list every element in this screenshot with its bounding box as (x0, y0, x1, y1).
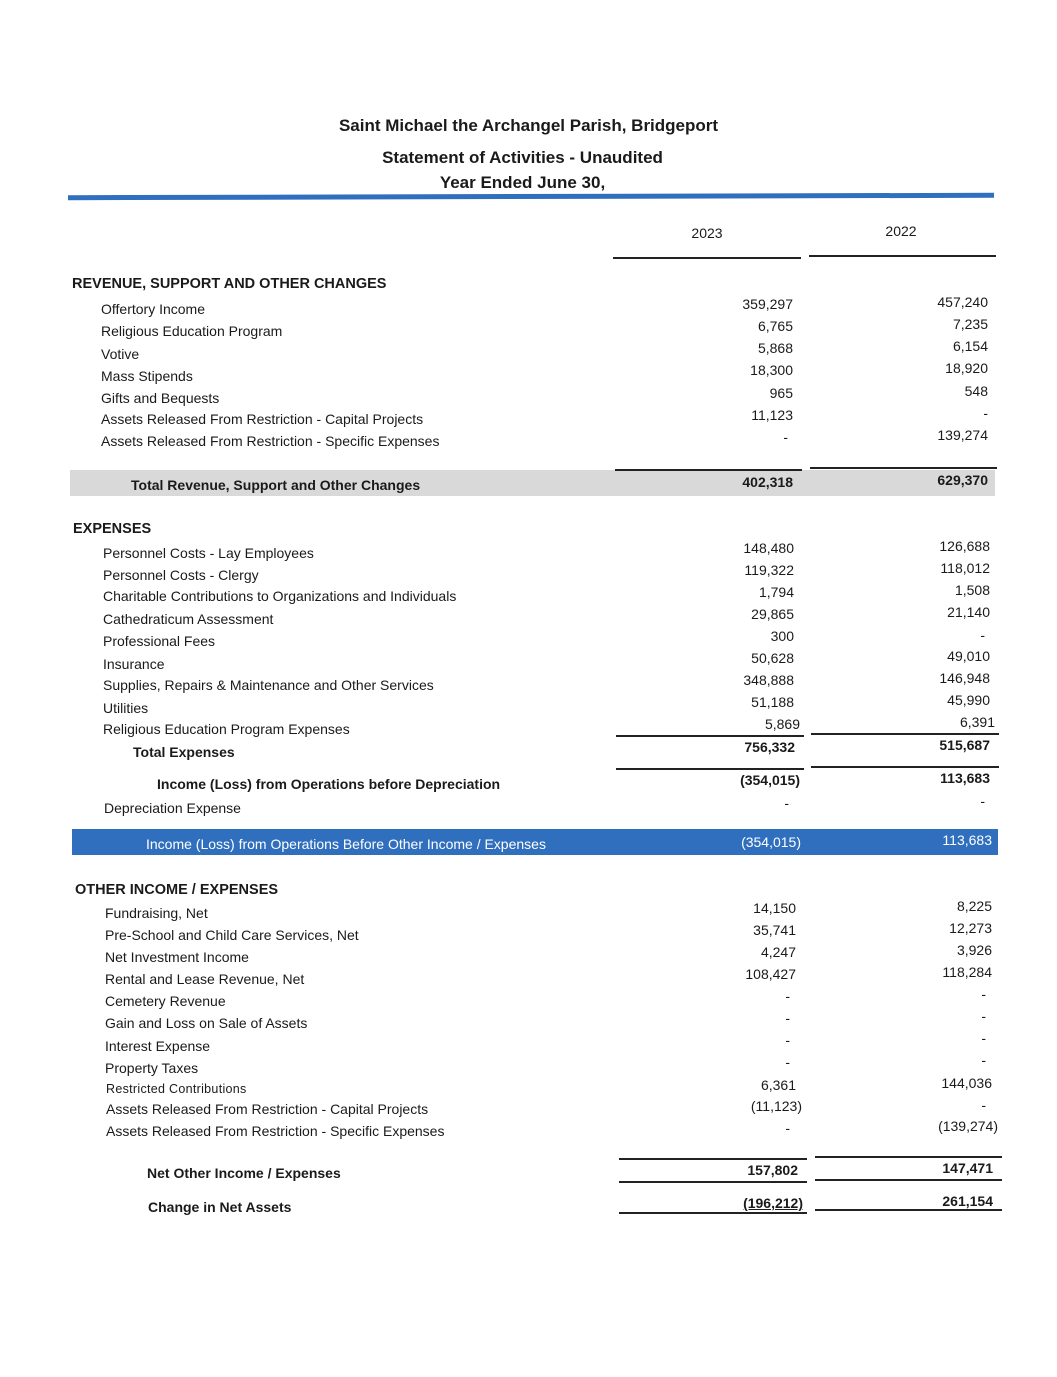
line-item-value-2022: 8,225 (956, 898, 992, 914)
line-item-value-2023: 5,868 (757, 340, 793, 356)
total-revenue-2022: 629,370 (937, 472, 988, 488)
line-item-value-2023: 35,741 (753, 922, 796, 938)
header-divider (68, 193, 994, 200)
net-other-2023: 157,802 (747, 1162, 798, 1178)
line-item-value-2023: - (785, 1054, 790, 1070)
line-item-value-2022: 7,235 (952, 316, 988, 332)
line-item-value-2023: 965 (769, 385, 793, 401)
line-item-value-2022: 548 (964, 383, 988, 399)
line-item-value-2023: 29,865 (751, 606, 794, 622)
line-item-value-2022: - (981, 1008, 986, 1024)
line-item-value-2022: 49,010 (947, 648, 990, 664)
line-item-value-2022: 6,154 (952, 338, 988, 354)
line-item-label: Pre-School and Child Care Services, Net (105, 927, 359, 943)
total-expenses-2023: 756,332 (744, 739, 795, 755)
section-heading-revenue: REVENUE, SUPPORT AND OTHER CHANGES (72, 276, 387, 292)
line-item-value-2023: 1,794 (758, 584, 794, 600)
net-other-bottom-rule-2022 (815, 1179, 1002, 1181)
line-item-label: Religious Education Program (101, 323, 283, 339)
line-item-value-2023: 51,188 (751, 694, 794, 710)
net-other-bottom-rule-2023 (619, 1181, 807, 1183)
line-item-label: Assets Released From Restriction - Capital Projects (106, 1101, 429, 1117)
depreciation-2023: - (784, 795, 789, 811)
line-item-label: Interest Expense (105, 1038, 211, 1054)
income-before-other-label: Income (Loss) from Operations Before Other Income / Expenses (146, 836, 546, 852)
line-item-value-2023: - (785, 1120, 790, 1136)
depreciation-label: Depreciation Expense (104, 800, 241, 816)
line-item-value-2023: 50,628 (751, 650, 794, 666)
line-item-label: Gifts and Bequests (101, 390, 220, 406)
line-item-label: Net Investment Income (105, 949, 249, 965)
line-item-label: Cemetery Revenue (105, 993, 226, 1009)
change-in-net-assets-label: Change in Net Assets (148, 1199, 292, 1215)
line-item-value-2023: - (785, 1032, 790, 1048)
change-in-net-assets-2022: 261,154 (942, 1193, 993, 1209)
line-item-value-2022: 144,036 (941, 1075, 992, 1091)
total-expenses-2022: 515,687 (939, 737, 990, 753)
line-item-label: Offertory Income (101, 301, 206, 317)
line-item-value-2023: 18,300 (750, 362, 793, 378)
line-item-value-2022: - (981, 1030, 986, 1046)
line-item-label: Personnel Costs - Clergy (103, 567, 259, 583)
line-item-value-2022: 45,990 (947, 692, 990, 708)
line-item-value-2022: 126,688 (939, 538, 990, 554)
net-other-label: Net Other Income / Expenses (147, 1165, 341, 1181)
line-item-value-2022: - (981, 1097, 986, 1113)
line-item-label: Insurance (103, 656, 165, 672)
change-in-net-assets-2023: (196,212) (743, 1195, 803, 1211)
income-before-depreciation-2023: (354,015) (740, 772, 800, 788)
total-expenses-label: Total Expenses (133, 744, 235, 760)
income-before-depreciation-label: Income (Loss) from Operations before Depreciation (157, 776, 501, 792)
line-item-value-2022: - (983, 405, 988, 421)
line-item-value-2023: 5,869 (764, 716, 800, 732)
change-bottom-rule-2023 (619, 1212, 807, 1214)
line-item-value-2022: 12,273 (949, 920, 992, 936)
line-item-value-2023: 14,150 (753, 900, 796, 916)
operations-rule-2023 (616, 768, 804, 770)
column-header-2023: 2023 (691, 225, 723, 241)
column-header-2022: 2022 (885, 223, 917, 239)
operations-rule-2022 (811, 766, 999, 768)
line-item-value-2022: 18,920 (945, 360, 988, 376)
net-other-top-rule-2023 (619, 1158, 807, 1160)
line-item-value-2023: - (785, 988, 790, 1004)
line-item-value-2023: 359,297 (742, 296, 793, 312)
section-heading-expenses: EXPENSES (73, 521, 152, 537)
line-item-label: Mass Stipends (101, 368, 193, 384)
line-item-value-2022: 21,140 (947, 604, 990, 620)
line-item-value-2022: 3,926 (956, 942, 992, 958)
period-label: Year Ended June 30, (439, 173, 606, 192)
line-item-value-2023: 300 (770, 628, 794, 644)
line-item-value-2022: - (981, 1052, 986, 1068)
line-item-value-2022: - (980, 627, 985, 643)
line-item-label: Assets Released From Restriction - Capital Projects (101, 411, 424, 427)
depreciation-2022: - (980, 793, 985, 809)
line-item-label: Personnel Costs - Lay Employees (103, 545, 314, 561)
line-item-label: Votive (101, 346, 140, 362)
total-expenses-rule-2023 (616, 735, 804, 737)
line-item-label: Utilities (103, 700, 149, 716)
line-item-value-2023: 108,427 (745, 966, 796, 982)
line-item-label: Cathedraticum Assessment (103, 611, 274, 627)
net-other-top-rule-2022 (815, 1156, 1002, 1158)
line-item-value-2022: 118,012 (940, 560, 990, 576)
line-item-value-2023: 119,322 (744, 562, 794, 578)
line-item-value-2023: 4,247 (760, 944, 796, 960)
line-item-value-2022: 457,240 (937, 294, 988, 310)
line-item-value-2023: - (785, 1010, 790, 1026)
net-other-2022: 147,471 (942, 1160, 993, 1176)
line-item-value-2023: 6,361 (760, 1077, 796, 1093)
line-item-label: Charitable Contributions to Organizations and Individuals (103, 588, 457, 604)
line-item-label: Professional Fees (103, 633, 216, 649)
line-item-label: Religious Education Program Expenses (103, 721, 350, 737)
income-before-other-2023: (354,015) (741, 834, 801, 850)
total-expenses-rule-2022 (811, 733, 999, 735)
line-item-label: Fundraising, Net (105, 905, 208, 921)
line-item-value-2022: (139,274) (938, 1118, 998, 1134)
column-rule-2023 (613, 257, 801, 259)
line-item-label: Rental and Lease Revenue, Net (105, 971, 305, 987)
line-item-label: Property Taxes (105, 1060, 199, 1076)
line-item-value-2023: (11,123) (750, 1098, 802, 1114)
line-item-value-2022: 1,508 (954, 582, 990, 598)
total-revenue-rule-2023 (615, 469, 802, 471)
line-item-value-2022: - (981, 986, 986, 1002)
line-item-value-2023: 6,765 (757, 318, 793, 334)
line-item-label: Gain and Loss on Sale of Assets (105, 1015, 308, 1031)
statement-title: Statement of Activities - Unaudited (382, 148, 663, 167)
total-revenue-label: Total Revenue, Support and Other Changes (131, 477, 421, 493)
line-item-value-2023: 11,123 (751, 407, 793, 423)
income-before-other-2022: 113,683 (942, 832, 992, 848)
organization-name: Saint Michael the Archangel Parish, Bridgeport (338, 116, 719, 135)
line-item-value-2023: 148,480 (743, 540, 794, 556)
line-item-value-2022: 139,274 (937, 427, 988, 443)
change-bottom-rule-2022 (815, 1209, 1002, 1211)
line-item-value-2022: 146,948 (939, 670, 990, 686)
line-item-value-2022: 118,284 (942, 964, 992, 980)
total-revenue-rule-2022 (810, 467, 997, 469)
column-rule-2022 (809, 255, 996, 257)
income-before-depreciation-2022: 113,683 (940, 770, 990, 786)
line-item-value-2023: - (783, 429, 788, 445)
line-item-value-2023: 348,888 (743, 672, 794, 688)
total-revenue-2023: 402,318 (742, 474, 793, 490)
line-item-value-2022: 6,391 (959, 714, 995, 730)
line-item-label: Assets Released From Restriction - Specific Expenses (101, 433, 440, 449)
line-item-label: Restricted Contributions (106, 1082, 247, 1096)
line-item-label: Supplies, Repairs & Maintenance and Other Services (103, 677, 434, 693)
line-item-label: Assets Released From Restriction - Specific Expenses (106, 1123, 445, 1139)
section-heading-other: OTHER INCOME / EXPENSES (75, 882, 279, 898)
